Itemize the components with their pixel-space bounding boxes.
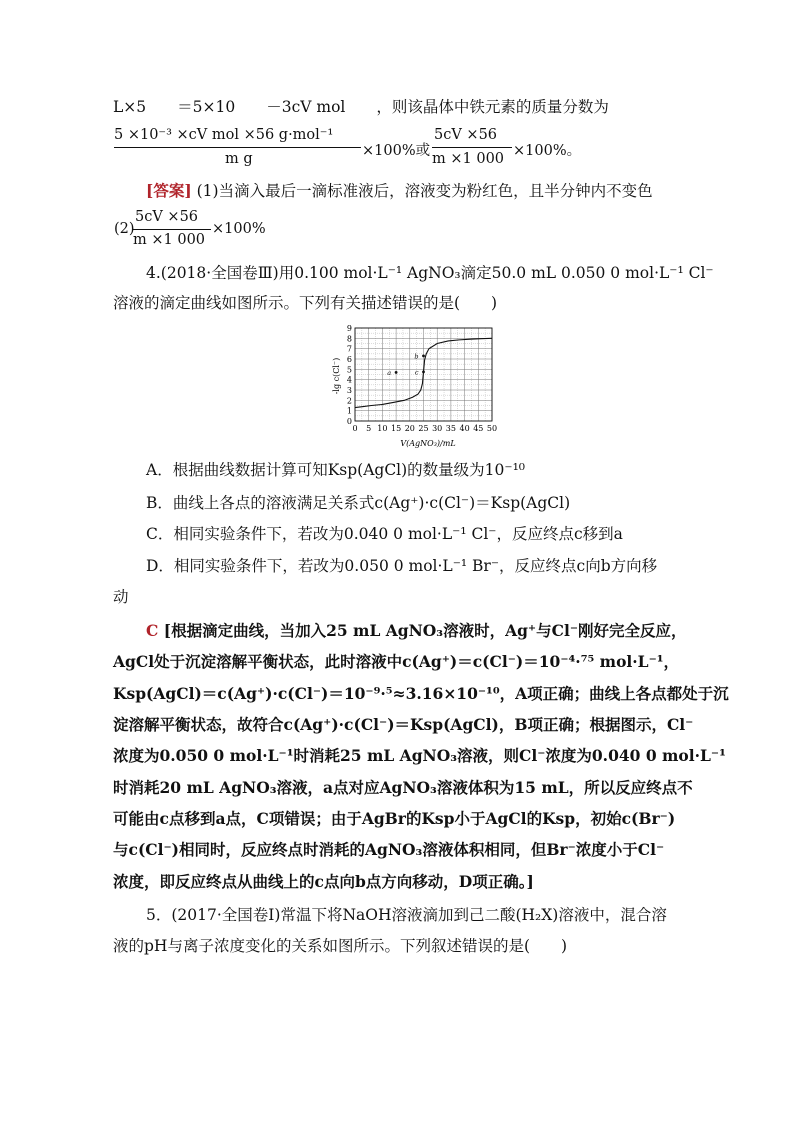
x-tick-label: 5 xyxy=(366,424,372,433)
y-tick-label: 2 xyxy=(346,396,352,406)
q4-option-b: B．曲线上各点的溶液满足关系式c(Ag⁺)·c(Cl⁻)＝Ksp(AgCl) xyxy=(146,494,571,512)
x-tick-label: 10 xyxy=(377,424,388,433)
explain-line-6: 时消耗20 mL AgNO₃溶液，a点对应AgNO₃溶液体积为15 mL，所以反应终点不 xyxy=(113,778,693,797)
answer-fraction-bar xyxy=(133,229,211,230)
answer-tag: [答案] xyxy=(146,181,192,200)
x-tick-label: 40 xyxy=(459,424,470,433)
explain-line-4: 淀溶解平衡状态，故符合c(Ag⁺)·c(Cl⁻)＝Ksp(AgCl)，B项正确；根据图示，Cl⁻ xyxy=(113,715,694,734)
answer-fraction-denominator: m ×1 000 xyxy=(133,232,206,248)
explain-line-2: AgCl处于沉淀溶解平衡状态，此时溶液中c(Ag⁺)＝c(Cl⁻)＝10⁻⁴·⁷⁵ mol·L⁻¹， xyxy=(113,652,680,671)
answer-part-2-prefix: (2) xyxy=(114,221,135,237)
x-tick-label: 50 xyxy=(486,424,498,433)
point-a-label: a xyxy=(387,368,392,377)
x-tick-labels xyxy=(352,424,497,433)
prev-line-1: L×5 ＝5×10 －3cV mol ，则该晶体中铁元素的质量分数为 xyxy=(113,98,609,116)
answer-part-2-suffix: ×100% xyxy=(212,221,266,237)
curve-points xyxy=(387,352,425,377)
point-c-label: c xyxy=(414,368,419,377)
x-tick-label: 25 xyxy=(418,424,429,433)
explain-line-5: 浓度为0.050 0 mol·L⁻¹时消耗25 mL AgNO₃溶液，则Cl⁻浓度为0.040 0 mol·L⁻¹ xyxy=(113,746,726,765)
y-tick-label: 1 xyxy=(346,406,352,416)
explain-text-1: [根据滴定曲线，当加入25 mL AgNO₃溶液时，Ag⁺与Cl⁻刚好完全反应， xyxy=(163,621,687,640)
y-tick-label: 0 xyxy=(346,417,352,426)
explain-line-9: 浓度，即反应终点从曲线上的c点向b点方向移动，D项正确。] xyxy=(113,872,534,891)
answer-part-1: (1)当滴入最后一滴标准液后，溶液变为粉红色，且半分钟内不变色 xyxy=(196,182,653,200)
y-tick-label: 7 xyxy=(346,344,352,354)
y-tick-label: 5 xyxy=(346,365,352,375)
explain-answer-letter: C xyxy=(146,621,159,640)
y-tick-labels xyxy=(347,324,352,426)
fraction-2-denominator: m ×1 000 xyxy=(432,151,505,167)
q4-stem-line-2: 溶液的滴定曲线如图所示。下列有关描述错误的是( ) xyxy=(113,294,498,312)
y-tick-label: 9 xyxy=(346,324,352,333)
y-tick-label: 3 xyxy=(346,386,352,395)
q4-stem-line-1: 4.(2018·全国卷Ⅲ)用0.100 mol·L⁻¹ AgNO₃滴定50.0 mL 0.050 0 mol·L⁻¹ Cl⁻ xyxy=(146,264,714,282)
y-tick-label: 4 xyxy=(346,375,352,385)
point-c-marker xyxy=(422,371,425,374)
x-tick-label: 0 xyxy=(352,424,358,433)
explain-line-3: Ksp(AgCl)＝c(Ag⁺)·c(Cl⁻)＝10⁻⁹·⁵≈3.16×10⁻¹⁰，A项正确；曲线上各点都处于沉 xyxy=(113,684,729,703)
q4-option-d-line-1: D．相同实验条件下，若改为0.050 0 mol·L⁻¹ Br⁻，反应终点c向b方向移 xyxy=(146,557,658,575)
x-tick-label: 35 xyxy=(445,424,456,433)
answer-line-1 xyxy=(146,181,653,201)
explain-line-7: 可能由c点移到a点，C项错误；由于AgBr的Ksp小于AgCl的Ksp，初始c(Br⁻) xyxy=(113,809,676,828)
explain-line-1 xyxy=(146,621,687,641)
titration-curve-chart xyxy=(330,322,510,448)
point-b-marker xyxy=(422,355,425,358)
fraction-1-denominator: m g xyxy=(225,151,253,167)
percent-tail: ×100%。 xyxy=(513,143,582,159)
explain-line-8: 与c(Cl⁻)相同时，反应终点时消耗的AgNO₃溶液体积相同，但Br⁻浓度小于Cl⁻ xyxy=(113,840,665,859)
x-tick-label: 15 xyxy=(391,424,402,433)
x-tick-label: 20 xyxy=(404,424,415,433)
y-axis-label: -lg c(Cl⁻) xyxy=(332,357,341,395)
y-tick-label: 8 xyxy=(346,334,352,344)
fraction-1-bar xyxy=(114,147,361,148)
q4-option-a: A．根据曲线数据计算可知Ksp(AgCl)的数量级为10⁻¹⁰ xyxy=(146,461,526,479)
point-a-marker xyxy=(395,371,398,374)
q5-stem-line-1: 5．(2017·全国卷Ⅰ)常温下将NaOH溶液滴加到己二酸(H₂X)溶液中，混合溶 xyxy=(146,906,667,924)
x-axis-label: V(AgNO₃)/mL xyxy=(400,439,456,448)
q4-option-c: C．相同实验条件下，若改为0.040 0 mol·L⁻¹ Cl⁻，反应终点c移到a xyxy=(146,525,623,543)
x-tick-label: 45 xyxy=(473,424,484,433)
q5-stem-line-2: 液的pH与离子浓度变化的关系如图所示。下列叙述错误的是( ) xyxy=(113,937,568,955)
fraction-1-numerator: 5 ×10⁻³ ×cV mol ×56 g·mol⁻¹ xyxy=(114,127,334,143)
answer-fraction-numerator: 5cV ×56 xyxy=(135,209,199,225)
fraction-2-bar xyxy=(432,147,512,148)
fraction-2-numerator: 5cV ×56 xyxy=(434,127,498,143)
q4-option-d-line-2: 动 xyxy=(113,588,129,606)
y-tick-label: 6 xyxy=(346,355,352,364)
point-b-label: b xyxy=(414,352,419,361)
or-text: ×100%或 xyxy=(362,143,431,159)
x-tick-label: 30 xyxy=(432,424,443,433)
